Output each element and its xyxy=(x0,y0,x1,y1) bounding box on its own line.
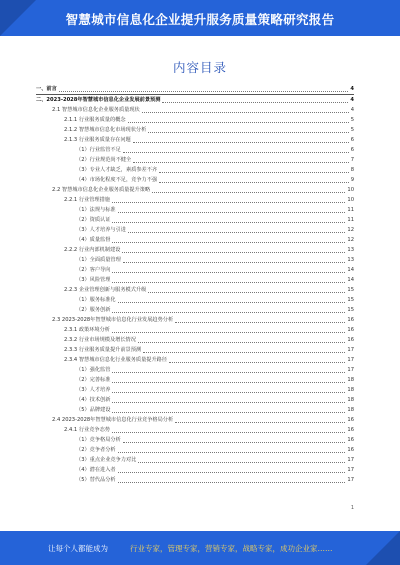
toc-entry-page: 18 xyxy=(347,377,354,383)
footer-corner-decoration xyxy=(366,531,400,565)
toc-leader-dots xyxy=(128,232,345,233)
toc-entry[interactable] xyxy=(36,225,354,235)
toc-leader-dots xyxy=(133,142,349,143)
toc-entry[interactable] xyxy=(36,395,354,405)
toc-leader-dots xyxy=(122,252,345,253)
toc-entry[interactable] xyxy=(36,115,354,125)
toc-entry[interactable] xyxy=(36,285,354,295)
toc-entry-label: （1）全面质量管理 xyxy=(76,257,121,263)
toc-leader-dots xyxy=(138,342,345,343)
toc-leader-dots xyxy=(118,452,346,453)
toc-entry-page: 9 xyxy=(350,177,354,183)
toc-entry[interactable] xyxy=(36,84,354,94)
toc-entry[interactable] xyxy=(36,365,354,375)
toc-entry[interactable] xyxy=(36,295,354,305)
toc-entry-label: 2.1.1 行业服务质量的概念 xyxy=(64,117,126,123)
toc-leader-dots xyxy=(138,462,345,463)
toc-entry[interactable] xyxy=(36,445,354,455)
toc-entry-page: 5 xyxy=(350,127,354,133)
toc-entry-page: 16 xyxy=(347,337,354,343)
toc-leader-dots xyxy=(112,382,345,383)
toc-entry-page: 14 xyxy=(347,267,354,273)
toc-entry-label: 2.4 2023-2028年智慧城市信息化行业竞争格局分析 xyxy=(52,417,174,423)
toc-leader-dots xyxy=(112,432,345,433)
toc-entry[interactable] xyxy=(36,355,354,365)
toc-entry[interactable] xyxy=(36,305,354,315)
toc-entry-page: 16 xyxy=(347,437,354,443)
toc-entry[interactable] xyxy=(36,125,354,135)
toc-entry-page: 4 xyxy=(350,97,354,103)
toc-leader-dots xyxy=(112,202,345,203)
page-header xyxy=(0,0,400,36)
toc-leader-dots xyxy=(123,442,346,443)
toc-entry-label: 2.3.4 智慧城市信息化行业服务质量提升路径 xyxy=(64,357,168,363)
toc-entry-page: 8 xyxy=(350,167,354,173)
toc-entry-label: 2.2 智慧城市信息化企业服务质量提升策略 xyxy=(52,187,151,193)
toc-entry[interactable] xyxy=(36,345,354,355)
toc-entry[interactable] xyxy=(36,315,354,325)
toc-leader-dots xyxy=(118,472,346,473)
toc-leader-dots xyxy=(112,332,345,333)
toc-entry-label: 一、前言 xyxy=(36,86,57,92)
toc-entry-label: 2.3.3 行业服务质量提升前景预测 xyxy=(64,347,142,353)
toc-leader-dots xyxy=(112,282,345,283)
toc-entry-page: 17 xyxy=(347,367,354,373)
toc-entry-page: 17 xyxy=(347,457,354,463)
toc-leader-dots xyxy=(112,312,345,313)
toc-entry-label: 2.2.3 企业管理创新与服务模式升级 xyxy=(64,287,147,293)
toc-entry-label: （4）技术创新 xyxy=(76,397,111,403)
toc-entry-page: 6 xyxy=(350,137,354,143)
toc-entry-page: 15 xyxy=(347,287,354,293)
toc-entry-label: （4）市场化程度不足，竞争力不强 xyxy=(76,177,158,183)
toc-entry[interactable] xyxy=(36,325,354,335)
toc-entry-page: 13 xyxy=(347,247,354,253)
toc-entry-page: 12 xyxy=(347,227,354,233)
toc-leader-dots xyxy=(118,302,346,303)
toc-entry-page: 14 xyxy=(347,277,354,283)
toc-entry-label: 2.4.1 行业竞争态势 xyxy=(64,427,110,433)
toc-leader-dots xyxy=(159,182,349,183)
toc-entry[interactable] xyxy=(36,195,354,205)
toc-entry[interactable] xyxy=(36,385,354,395)
toc-entry-label: （3）风险管理 xyxy=(76,277,111,283)
toc-entry-page: 18 xyxy=(347,397,354,403)
toc-entry-page: 16 xyxy=(347,327,354,333)
toc-entry[interactable] xyxy=(36,415,354,425)
toc-leader-dots xyxy=(112,242,345,243)
toc-entry[interactable] xyxy=(36,265,354,275)
toc-entry[interactable] xyxy=(36,95,354,105)
toc-entry[interactable] xyxy=(36,185,354,195)
toc-entry-label: （3）重点企业竞争力对比 xyxy=(76,457,137,463)
toc-entry[interactable] xyxy=(36,245,354,255)
toc-entry[interactable] xyxy=(36,205,354,215)
toc-leader-dots xyxy=(123,152,349,153)
toc-entry[interactable] xyxy=(36,275,354,285)
toc-entry-label: 2.1 智慧城市信息化企业服务质量现状 xyxy=(52,107,140,113)
toc-entry-label: 2.3.2 行业市场规模及增长情况 xyxy=(64,337,136,343)
toc-entry-label: （3）专业人才缺乏，素质参差不齐 xyxy=(76,167,158,173)
toc-entry-label: 2.2.1 行业管理措施 xyxy=(64,197,110,203)
toc-leader-dots xyxy=(169,362,345,363)
toc-entry[interactable] xyxy=(36,435,354,445)
toc-entry-page: 4 xyxy=(350,107,354,113)
toc-entry[interactable] xyxy=(36,375,354,385)
toc-entry-label: （2）客户导向 xyxy=(76,267,111,273)
toc-leader-dots xyxy=(118,212,346,213)
toc-entry[interactable] xyxy=(36,475,354,485)
toc-leader-dots xyxy=(143,352,345,353)
toc-leader-dots xyxy=(148,292,345,293)
toc-entry-label: （1）服务标准化 xyxy=(76,297,116,303)
toc-entry[interactable] xyxy=(36,145,354,155)
footer-slogan-right: 行业专家，管理专家，营销专家，战略专家，成功企业家…… xyxy=(130,544,333,553)
toc-entry-label: （4）潜在进入者 xyxy=(76,467,116,473)
footer-slogan-left: 让每个人都能成为 xyxy=(48,544,108,553)
toc-entry[interactable] xyxy=(36,215,354,225)
toc-entry-label: 2.3 2023-2028年智慧城市信息化行业发展趋势分析 xyxy=(52,317,174,323)
toc-entry-page: 16 xyxy=(347,447,354,453)
toc-entry-label: 2.1.3 行业服务质量存在问题 xyxy=(64,137,131,143)
toc-entry-page: 17 xyxy=(347,467,354,473)
toc-entry-label: （1）法规与标准 xyxy=(76,207,116,213)
toc-entry-page: 13 xyxy=(347,257,354,263)
toc-entry-page: 11 xyxy=(347,207,354,213)
toc-leader-dots xyxy=(162,102,348,103)
toc-heading: 内容目录 xyxy=(172,60,227,75)
toc-entry-page: 15 xyxy=(347,307,354,313)
toc-entry-page: 7 xyxy=(350,157,354,163)
toc-entry-page: 11 xyxy=(347,217,354,223)
toc-leader-dots xyxy=(148,132,348,133)
toc-entry-page: 17 xyxy=(347,347,354,353)
toc-leader-dots xyxy=(112,222,345,223)
toc-entry[interactable] xyxy=(36,165,354,175)
toc-leader-dots xyxy=(112,402,345,403)
toc-entry-label: （4）质量监督 xyxy=(76,237,111,243)
toc-leader-dots xyxy=(175,322,345,323)
toc-leader-dots xyxy=(112,372,345,373)
toc-leader-dots xyxy=(112,272,345,273)
page-footer xyxy=(0,531,400,565)
toc-entry[interactable] xyxy=(36,175,354,185)
toc-entry[interactable] xyxy=(36,465,354,475)
toc-leader-dots xyxy=(142,112,349,113)
toc-entry[interactable] xyxy=(36,155,354,165)
toc-entry-page: 16 xyxy=(347,317,354,323)
toc-entry[interactable] xyxy=(36,335,354,345)
toc-entry-page: 12 xyxy=(347,237,354,243)
toc-entry[interactable] xyxy=(36,425,354,435)
toc-entry-label: （2）资质认证 xyxy=(76,217,111,223)
toc-entry-label: （5）品牌建设 xyxy=(76,407,111,413)
toc-leader-dots xyxy=(175,422,345,423)
toc-entry-label: 二、2023-2028年智慧城市信息化企业发展前景预测 xyxy=(36,97,161,103)
toc-leader-dots xyxy=(112,392,345,393)
toc-entry-page: 16 xyxy=(347,427,354,433)
toc-entry[interactable] xyxy=(36,405,354,415)
toc-entry-label: （3）人才培养 xyxy=(76,387,111,393)
toc-leader-dots xyxy=(118,482,346,483)
toc-entry-label: 2.2.2 行业内部机制建设 xyxy=(64,247,121,253)
toc-entry-page: 10 xyxy=(347,187,354,193)
toc-leader-dots xyxy=(128,122,349,123)
toc-leader-dots xyxy=(159,172,349,173)
toc-entry-page: 17 xyxy=(347,357,354,363)
toc-entry[interactable] xyxy=(36,255,354,265)
toc-entry-label: 2.3.1 政策环境分析 xyxy=(64,327,110,333)
toc-entry-page: 16 xyxy=(347,417,354,423)
toc-leader-dots xyxy=(152,192,345,193)
toc-entry-page: 17 xyxy=(347,477,354,483)
toc-leader-dots xyxy=(133,162,349,163)
toc-entry-label: （2）完善标准 xyxy=(76,377,111,383)
toc-entry-label: （2）行业规范尚不健全 xyxy=(76,157,132,163)
report-title: 智慧城市信息化企业提升服务质量策略研究报告 xyxy=(65,12,335,27)
toc-entry-page: 18 xyxy=(347,407,354,413)
toc-entry-label: （1）行业监管不足 xyxy=(76,147,121,153)
toc-entry[interactable] xyxy=(36,135,354,145)
toc-entry-label: （2）竞争者分析 xyxy=(76,447,116,453)
toc-entry-page: 15 xyxy=(347,297,354,303)
toc-entry[interactable] xyxy=(36,235,354,245)
toc-entry-page: 4 xyxy=(350,86,354,92)
toc-leader-dots xyxy=(59,91,349,92)
table-of-contents xyxy=(36,84,354,516)
toc-entry-label: （5）替代品分析 xyxy=(76,477,116,483)
toc-entry-label: （1）强化监管 xyxy=(76,367,111,373)
page-number: 1 xyxy=(350,505,354,511)
toc-entry-label: （2）服务创新 xyxy=(76,307,111,313)
toc-entry-label: （1）竞争格局分析 xyxy=(76,437,121,443)
toc-entry-page: 6 xyxy=(350,147,354,153)
toc-leader-dots xyxy=(123,262,346,263)
toc-entry-page: 10 xyxy=(347,197,354,203)
toc-entry-label: 2.1.2 智慧城市信息化市场现状分析 xyxy=(64,127,147,133)
toc-leader-dots xyxy=(112,412,345,413)
toc-entry-label: （3）人才培养与引进 xyxy=(76,227,126,233)
toc-entry[interactable] xyxy=(36,105,354,115)
toc-entry[interactable] xyxy=(36,455,354,465)
toc-entry-page: 5 xyxy=(350,117,354,123)
toc-entry-page: 18 xyxy=(347,387,354,393)
